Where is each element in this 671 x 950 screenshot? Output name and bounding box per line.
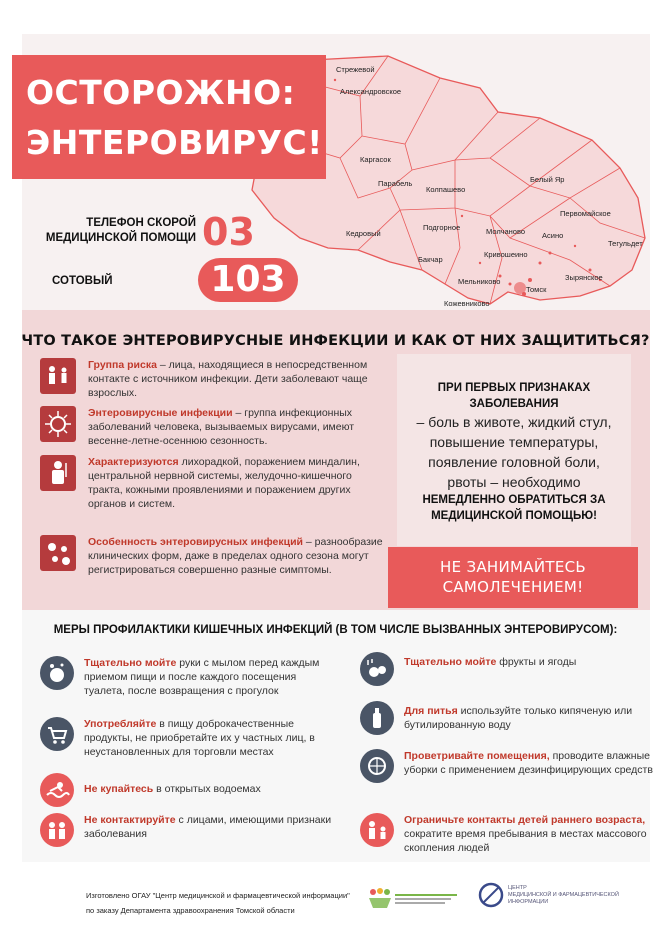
info-item-text — [88, 535, 388, 577]
info-item-text — [88, 455, 388, 511]
footer-credits — [86, 888, 350, 918]
alert-line: рвоты – необходимо — [447, 474, 581, 490]
prevention-item-head: Не контактируйте — [84, 814, 176, 826]
logo-text-line-1: ЦЕНТР — [508, 885, 527, 891]
alert-symptoms — [397, 412, 631, 492]
alert-line: НЕМЕДЛЕННО ОБРАТИТЬСЯ ЗА — [422, 494, 606, 506]
ambulance-label-line-2: МЕДИЦИНСКОЙ ПОМОЩИ — [45, 232, 196, 244]
prevention-item-text — [84, 656, 334, 698]
child-contact-icon — [360, 813, 394, 847]
prevention-item-head: Употребляйте — [84, 718, 157, 730]
city-krivosheino: Кривошеино — [484, 250, 528, 259]
city-melnikovo: Мельниково — [458, 277, 501, 286]
info-item-body: – лица, находящиеся в непосредственном контакте с источником инфекции. Дети заболевают чаще взрослых. — [88, 359, 368, 399]
city-podgornoe: Подгорное — [423, 223, 461, 232]
prevention-item-body: в открытых водоемах — [153, 783, 261, 795]
city-aleksandrovskoe: Александровское — [340, 87, 402, 96]
prevention-item-head: Для питья — [404, 705, 458, 717]
alert-line: ЗАБОЛЕВАНИЯ — [469, 398, 559, 410]
title-line-2: ЭНТЕРОВИРУС! — [26, 123, 323, 162]
ambulance-label — [40, 216, 196, 246]
info-item-head: Энтеровирусные инфекции — [88, 407, 233, 419]
city-zyryanskoe: Зырянское — [565, 273, 603, 282]
info-item-head: Группа риска — [88, 359, 157, 371]
fruit-wash-icon — [360, 652, 394, 686]
virus-icon — [40, 406, 76, 442]
city-kedrovy: Кедровый — [346, 229, 381, 238]
prevention-item-body: в пищу доброкачественные продукты, не приобретайте их у частных лиц, в неустановленных для торговли местах — [84, 718, 315, 758]
alert-line: появление головной боли, — [428, 454, 600, 470]
mobile-number: 103 — [198, 258, 298, 302]
title-line-1: ОСТОРОЖНО: — [26, 73, 296, 112]
info-item-head: Особенность энтеровирусных инфекций — [88, 536, 303, 548]
bottle-icon — [360, 701, 394, 735]
prevention-item-text — [84, 782, 334, 796]
alert-action — [397, 492, 631, 524]
footer-line-2: по заказу Департамента здравоохранения Томской области — [86, 906, 295, 915]
city-strezhevoy: Стрежевой — [336, 65, 375, 74]
city-tomsk: Томск — [526, 285, 547, 294]
prevention-item-body: с лицами, имеющими признаки заболевания — [84, 814, 332, 840]
sick-person-icon — [40, 455, 76, 491]
prevention-item-head: Тщательно мойте — [404, 656, 497, 668]
city-bakchar: Бакчар — [418, 255, 443, 264]
alert-title — [397, 380, 631, 412]
swimming-icon — [40, 773, 74, 807]
first-symptoms-alert — [397, 354, 631, 546]
banner-line: САМОЛЕЧЕНИЕМ! — [442, 578, 584, 596]
info-item-text — [88, 358, 388, 400]
ambulance-label-line-1: ТЕЛЕФОН СКОРОЙ — [86, 217, 196, 229]
prevention-item-head: Не купайтесь — [84, 783, 154, 795]
shopping-cart-icon — [40, 717, 74, 751]
no-contact-icon — [40, 813, 74, 847]
logo-text-line-3: ИНФОРМАЦИИ — [508, 899, 549, 905]
prevention-item-body: сократите время пребывания в местах массового скопления людей — [404, 828, 647, 854]
city-molchanovo: Молчаново — [486, 227, 526, 236]
info-item-text — [88, 406, 388, 448]
info-item-symptoms — [40, 455, 385, 530]
prevention-item-body: проводите влажные уборки с применением дезинфицирующих средств — [404, 750, 653, 776]
city-pervomaiskoe: Первомайское — [560, 209, 611, 218]
info-item-feature — [40, 535, 385, 595]
alert-line: ПРИ ПЕРВЫХ ПРИЗНАКАХ — [437, 382, 591, 394]
info-item-head: Характеризуются — [88, 456, 179, 468]
no-self-treatment-banner — [388, 547, 638, 608]
alert-line: повышение температуры, — [429, 434, 599, 450]
virus-cluster-icon — [40, 535, 76, 571]
prevention-item-text — [404, 749, 654, 777]
city-bely-yar: Белый Яр — [530, 175, 565, 184]
prevention-item-text — [404, 813, 654, 855]
city-kolpashevo: Колпашево — [426, 185, 466, 194]
info-item-body: – группа инфекционных заболеваний человека, вызываемых вирусами, имеют весенне-летне-осеннюю сезонность. — [88, 407, 355, 447]
info-item-enterovirus — [40, 406, 385, 456]
prevention-item-text — [84, 813, 334, 841]
alert-line: – боль в животе, жидкий стул, — [416, 414, 612, 430]
city-teguldet: Тегульдет — [608, 239, 643, 248]
health-department-logo — [365, 884, 465, 910]
info-item-body: – разнообразие клинических форм, даже в пределах одного сезона могут регистрироваться совершенно разные симптомы. — [88, 536, 383, 576]
prevention-item-head: Проветривайте помещения, — [404, 750, 550, 762]
logo-text-line-2: МЕДИЦИНСКОЙ И ФАРМАЦЕВТИЧЕСКОЙ — [508, 892, 619, 898]
prevention-item-head: Тщательно мойте — [84, 657, 177, 669]
prevention-item-text — [404, 655, 654, 669]
alert-line: МЕДИЦИНСКОЙ ПОМОЩЬЮ! — [431, 510, 597, 522]
people-icon — [40, 358, 76, 394]
info-item-risk-group — [40, 358, 385, 408]
prevention-item-body: фрукты и ягоды — [496, 656, 577, 668]
prevention-item-body: руки с мылом перед каждым приемом пищи и после каждого посещения туалета, после возвращения с прогулок — [84, 657, 320, 697]
title-banner — [12, 55, 326, 179]
city-kargasok: Каргасок — [360, 155, 391, 164]
prevention-item-text — [404, 704, 654, 732]
banner-line: НЕ ЗАНИМАЙТЕСЬ — [440, 558, 586, 576]
info-title: ЧТО ТАКОЕ ЭНТЕРОВИРУСНЫЕ ИНФЕКЦИИ И КАК ОТ НИХ ЗАЩИТИТЬСЯ? — [21, 333, 650, 349]
city-kozhevnikovo: Кожевниково — [444, 299, 490, 308]
prevention-item-body: используйте только кипяченую или бутилированную воду — [404, 705, 633, 731]
city-asino: Асино — [542, 231, 564, 240]
city-parabel: Парабель — [378, 179, 413, 188]
mobile-label: СОТОВЫЙ — [52, 275, 113, 287]
prevention-item-text — [84, 717, 334, 759]
cleaning-icon — [360, 749, 394, 783]
prevention-item-head: Ограничьте контакты детей раннего возраста, — [404, 814, 646, 826]
medical-info-center-logo — [478, 880, 619, 910]
ambulance-number: 03 — [202, 210, 255, 254]
info-item-body: лихорадкой, поражением миндалин, центральной нервной системы, желудочно-кишечного тракта, кожными проявлениями и поражением других органов и систем. — [88, 456, 360, 510]
hand-wash-icon — [40, 656, 74, 690]
footer-line-1: Изготовлено ОГАУ "Центр медицинской и фармацевтической информации" — [86, 891, 350, 900]
prevention-title: МЕРЫ ПРОФИЛАКТИКИ КИШЕЧНЫХ ИНФЕКЦИЙ (В ТОМ ЧИСЛЕ ВЫЗВАННЫХ ЭНТЕРОВИРУСОМ): — [53, 624, 618, 636]
